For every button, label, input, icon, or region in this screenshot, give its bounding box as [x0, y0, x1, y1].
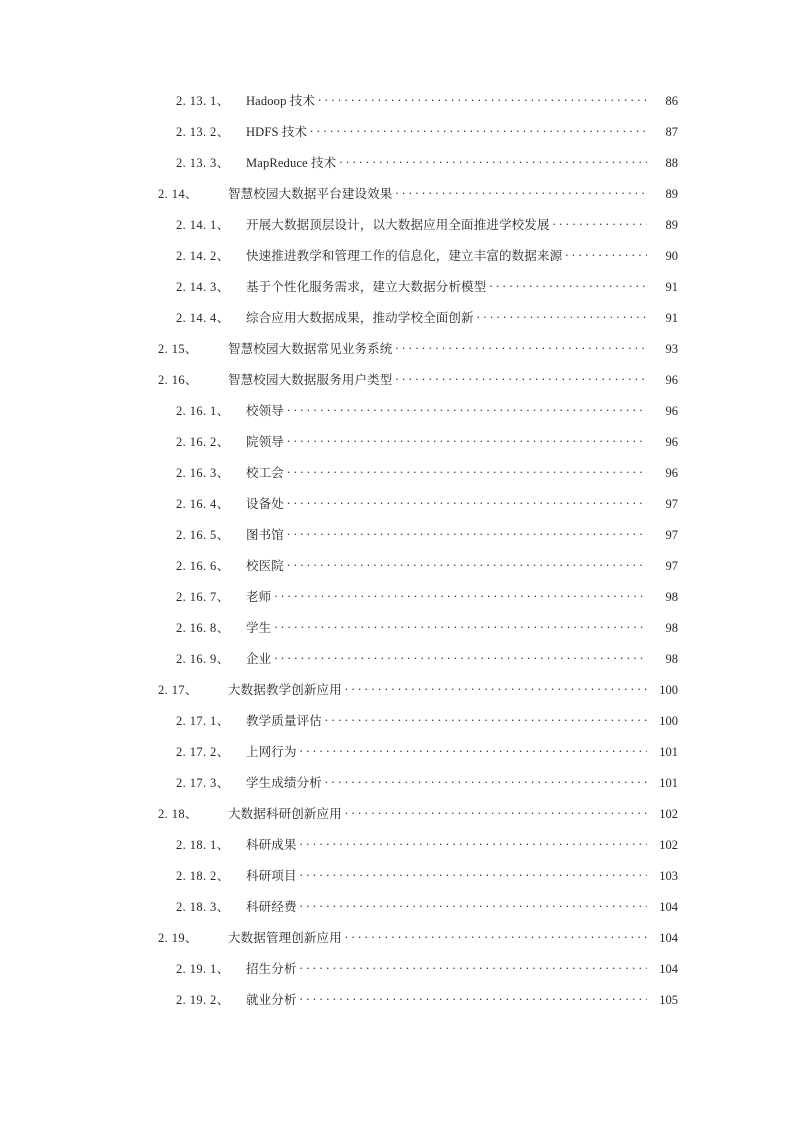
toc-entry[interactable] — [0, 215, 793, 246]
toc-dot-leader — [325, 713, 647, 726]
toc-entry-number: 2. 14. 4、 — [176, 311, 230, 325]
toc-entry-title: 综合应用大数据成果，推动学校全面创新 — [246, 311, 474, 325]
toc-entry-title: 科研成果 — [246, 838, 297, 852]
toc-entry[interactable] — [0, 959, 793, 990]
toc-entry-title: 企业 — [246, 652, 272, 666]
toc-entry-number: 2. 16. 4、 — [176, 497, 230, 511]
toc-entry-title: 大数据教学创新应用 — [228, 683, 342, 697]
toc-entry[interactable] — [0, 742, 793, 773]
toc-entry-title: 学生 — [246, 621, 272, 635]
toc-entry-title: 招生分析 — [246, 962, 297, 976]
toc-entry-title: 大数据管理创新应用 — [228, 931, 342, 945]
toc-entry-page-number: 97 — [665, 559, 678, 573]
toc-entry[interactable] — [0, 122, 793, 153]
toc-entry-page-number: 91 — [665, 311, 678, 325]
toc-entry-page-number: 101 — [659, 745, 678, 759]
toc-entry-number: 2. 16、 — [158, 373, 198, 387]
toc-dot-leader — [287, 496, 647, 509]
toc-entry-title: 大数据科研创新应用 — [228, 807, 342, 821]
toc-dot-leader — [395, 372, 647, 385]
toc-entry-page-number: 96 — [665, 373, 678, 387]
toc-entry-page-number: 101 — [659, 776, 678, 790]
toc-entry-page-number: 98 — [665, 590, 678, 604]
toc-entry-number: 2. 16. 3、 — [176, 466, 230, 480]
toc-entry[interactable] — [0, 928, 793, 959]
toc-entry-page-number: 89 — [665, 218, 678, 232]
toc-entry-number: 2. 16. 9、 — [176, 652, 230, 666]
toc-entry[interactable] — [0, 91, 793, 122]
toc-entry-number: 2. 18. 3、 — [176, 900, 230, 914]
toc-entry-page-number: 89 — [665, 187, 678, 201]
toc-entry[interactable] — [0, 680, 793, 711]
toc-entry-title: MapReduce 技术 — [246, 156, 337, 170]
toc-dot-leader — [287, 558, 647, 571]
toc-entry[interactable] — [0, 184, 793, 215]
toc-entry[interactable] — [0, 401, 793, 432]
toc-dot-leader — [300, 899, 647, 912]
toc-entry[interactable] — [0, 432, 793, 463]
toc-dot-leader — [318, 93, 647, 106]
toc-entry[interactable] — [0, 711, 793, 742]
toc-entry-page-number: 88 — [665, 156, 678, 170]
toc-entry-page-number: 93 — [665, 342, 678, 356]
toc-entry-number: 2. 14. 2、 — [176, 249, 230, 263]
toc-entry-page-number: 96 — [665, 404, 678, 418]
toc-entry-page-number: 98 — [665, 621, 678, 635]
toc-entry[interactable] — [0, 246, 793, 277]
toc-entry[interactable] — [0, 773, 793, 804]
toc-entry[interactable] — [0, 897, 793, 928]
toc-dot-leader — [287, 465, 647, 478]
toc-entry[interactable] — [0, 835, 793, 866]
toc-entry-number: 2. 14、 — [158, 187, 198, 201]
toc-entry-page-number: 103 — [659, 869, 678, 883]
toc-entry-number: 2. 16. 6、 — [176, 559, 230, 573]
toc-entry-title: 校医院 — [246, 559, 284, 573]
toc-entry-number: 2. 17. 2、 — [176, 745, 230, 759]
toc-dot-leader — [477, 310, 647, 323]
toc-entry-title: 就业分析 — [246, 993, 297, 1007]
toc-dot-leader — [345, 806, 647, 819]
toc-dot-leader — [300, 961, 647, 974]
toc-dot-leader — [274, 620, 647, 633]
toc-entry-number: 2. 13. 1、 — [176, 94, 230, 108]
toc-entry-number: 2. 17、 — [158, 683, 198, 697]
toc-dot-leader — [489, 279, 647, 292]
toc-entry[interactable] — [0, 494, 793, 525]
toc-entry-page-number: 91 — [665, 280, 678, 294]
toc-entry-page-number: 104 — [659, 962, 678, 976]
toc-dot-leader — [274, 651, 647, 664]
toc-entry-page-number: 104 — [659, 900, 678, 914]
toc-entry-number: 2. 15、 — [158, 342, 198, 356]
toc-entry-page-number: 102 — [659, 838, 678, 852]
toc-entry[interactable] — [0, 308, 793, 339]
toc-entry[interactable] — [0, 339, 793, 370]
toc-entry-title: 校领导 — [246, 404, 284, 418]
toc-entry[interactable] — [0, 463, 793, 494]
toc-entry-title: Hadoop 技术 — [246, 94, 316, 108]
toc-dot-leader — [300, 992, 647, 1005]
toc-entry-page-number: 98 — [665, 652, 678, 666]
toc-dot-leader — [565, 248, 647, 261]
toc-entry[interactable] — [0, 990, 793, 1021]
toc-entry-number: 2. 19. 1、 — [176, 962, 230, 976]
toc-entry-page-number: 86 — [665, 94, 678, 108]
toc-dot-leader — [339, 155, 647, 168]
toc-entry-title: 上网行为 — [246, 745, 297, 759]
toc-entry[interactable] — [0, 649, 793, 680]
toc-entry-page-number: 96 — [665, 466, 678, 480]
toc-entry-number: 2. 13. 3、 — [176, 156, 230, 170]
toc-dot-leader — [300, 744, 647, 757]
toc-entry-page-number: 100 — [659, 683, 678, 697]
toc-entry-number: 2. 16. 7、 — [176, 590, 230, 604]
toc-dot-leader — [300, 837, 647, 850]
toc-entry-number: 2. 18、 — [158, 807, 198, 821]
toc-entry-title: HDFS 技术 — [246, 125, 308, 139]
toc-entry-page-number: 97 — [665, 497, 678, 511]
toc-entry-title: 院领导 — [246, 435, 284, 449]
toc-dot-leader — [553, 217, 647, 230]
toc-dot-leader — [345, 930, 647, 943]
toc-entry-title: 老师 — [246, 590, 272, 604]
toc-entry-title: 基于个性化服务需求，建立大数据分析模型 — [246, 280, 487, 294]
toc-entry-title: 智慧校园大数据平台建设效果 — [228, 187, 393, 201]
toc-entry[interactable] — [0, 370, 793, 401]
toc-entry[interactable] — [0, 866, 793, 897]
toc-entry-number: 2. 18. 2、 — [176, 869, 230, 883]
toc-entry-title: 校工会 — [246, 466, 284, 480]
toc-dot-leader — [300, 868, 647, 881]
toc-entry-number: 2. 16. 5、 — [176, 528, 230, 542]
toc-entry-number: 2. 19、 — [158, 931, 198, 945]
toc-entry-title: 设备处 — [246, 497, 284, 511]
toc-entry-title: 智慧校园大数据常见业务系统 — [228, 342, 393, 356]
table-of-contents — [0, 91, 793, 1021]
toc-dot-leader — [345, 682, 647, 695]
toc-entry-number: 2. 17. 1、 — [176, 714, 230, 728]
toc-entry-number: 2. 19. 2、 — [176, 993, 230, 1007]
toc-entry[interactable] — [0, 804, 793, 835]
toc-entry-title: 学生成绩分析 — [246, 776, 322, 790]
toc-entry[interactable] — [0, 587, 793, 618]
toc-dot-leader — [287, 403, 647, 416]
toc-entry[interactable] — [0, 556, 793, 587]
toc-entry-title: 教学质量评估 — [246, 714, 322, 728]
toc-entry-title: 快速推进教学和管理工作的信息化，建立丰富的数据来源 — [246, 249, 563, 263]
toc-entry-number: 2. 17. 3、 — [176, 776, 230, 790]
toc-entry-number: 2. 16. 8、 — [176, 621, 230, 635]
toc-entry-number: 2. 14. 3、 — [176, 280, 230, 294]
toc-dot-leader — [395, 341, 647, 354]
toc-entry-number: 2. 13. 2、 — [176, 125, 230, 139]
toc-entry-page-number: 104 — [659, 931, 678, 945]
toc-entry-number: 2. 18. 1、 — [176, 838, 230, 852]
toc-entry-title: 开展大数据顶层设计，以大数据应用全面推进学校发展 — [246, 218, 550, 232]
toc-dot-leader — [287, 527, 647, 540]
toc-entry-page-number: 100 — [659, 714, 678, 728]
toc-entry-number: 2. 16. 2、 — [176, 435, 230, 449]
toc-dot-leader — [395, 186, 647, 199]
toc-dot-leader — [310, 124, 647, 137]
toc-entry-number: 2. 16. 1、 — [176, 404, 230, 418]
toc-entry-title: 图书馆 — [246, 528, 284, 542]
toc-entry-page-number: 97 — [665, 528, 678, 542]
toc-dot-leader — [287, 434, 647, 447]
toc-entry-number: 2. 14. 1、 — [176, 218, 230, 232]
toc-entry-title: 科研经费 — [246, 900, 297, 914]
toc-dot-leader — [325, 775, 647, 788]
toc-entry[interactable] — [0, 525, 793, 556]
toc-entry-page-number: 102 — [659, 807, 678, 821]
toc-entry-page-number: 90 — [665, 249, 678, 263]
toc-entry-page-number: 105 — [659, 993, 678, 1007]
toc-entry-title: 智慧校园大数据服务用户类型 — [228, 373, 393, 387]
toc-entry[interactable] — [0, 277, 793, 308]
toc-entry-page-number: 96 — [665, 435, 678, 449]
toc-entry-title: 科研项目 — [246, 869, 297, 883]
toc-entry[interactable] — [0, 618, 793, 649]
toc-entry[interactable] — [0, 153, 793, 184]
toc-dot-leader — [274, 589, 647, 602]
toc-entry-page-number: 87 — [665, 125, 678, 139]
